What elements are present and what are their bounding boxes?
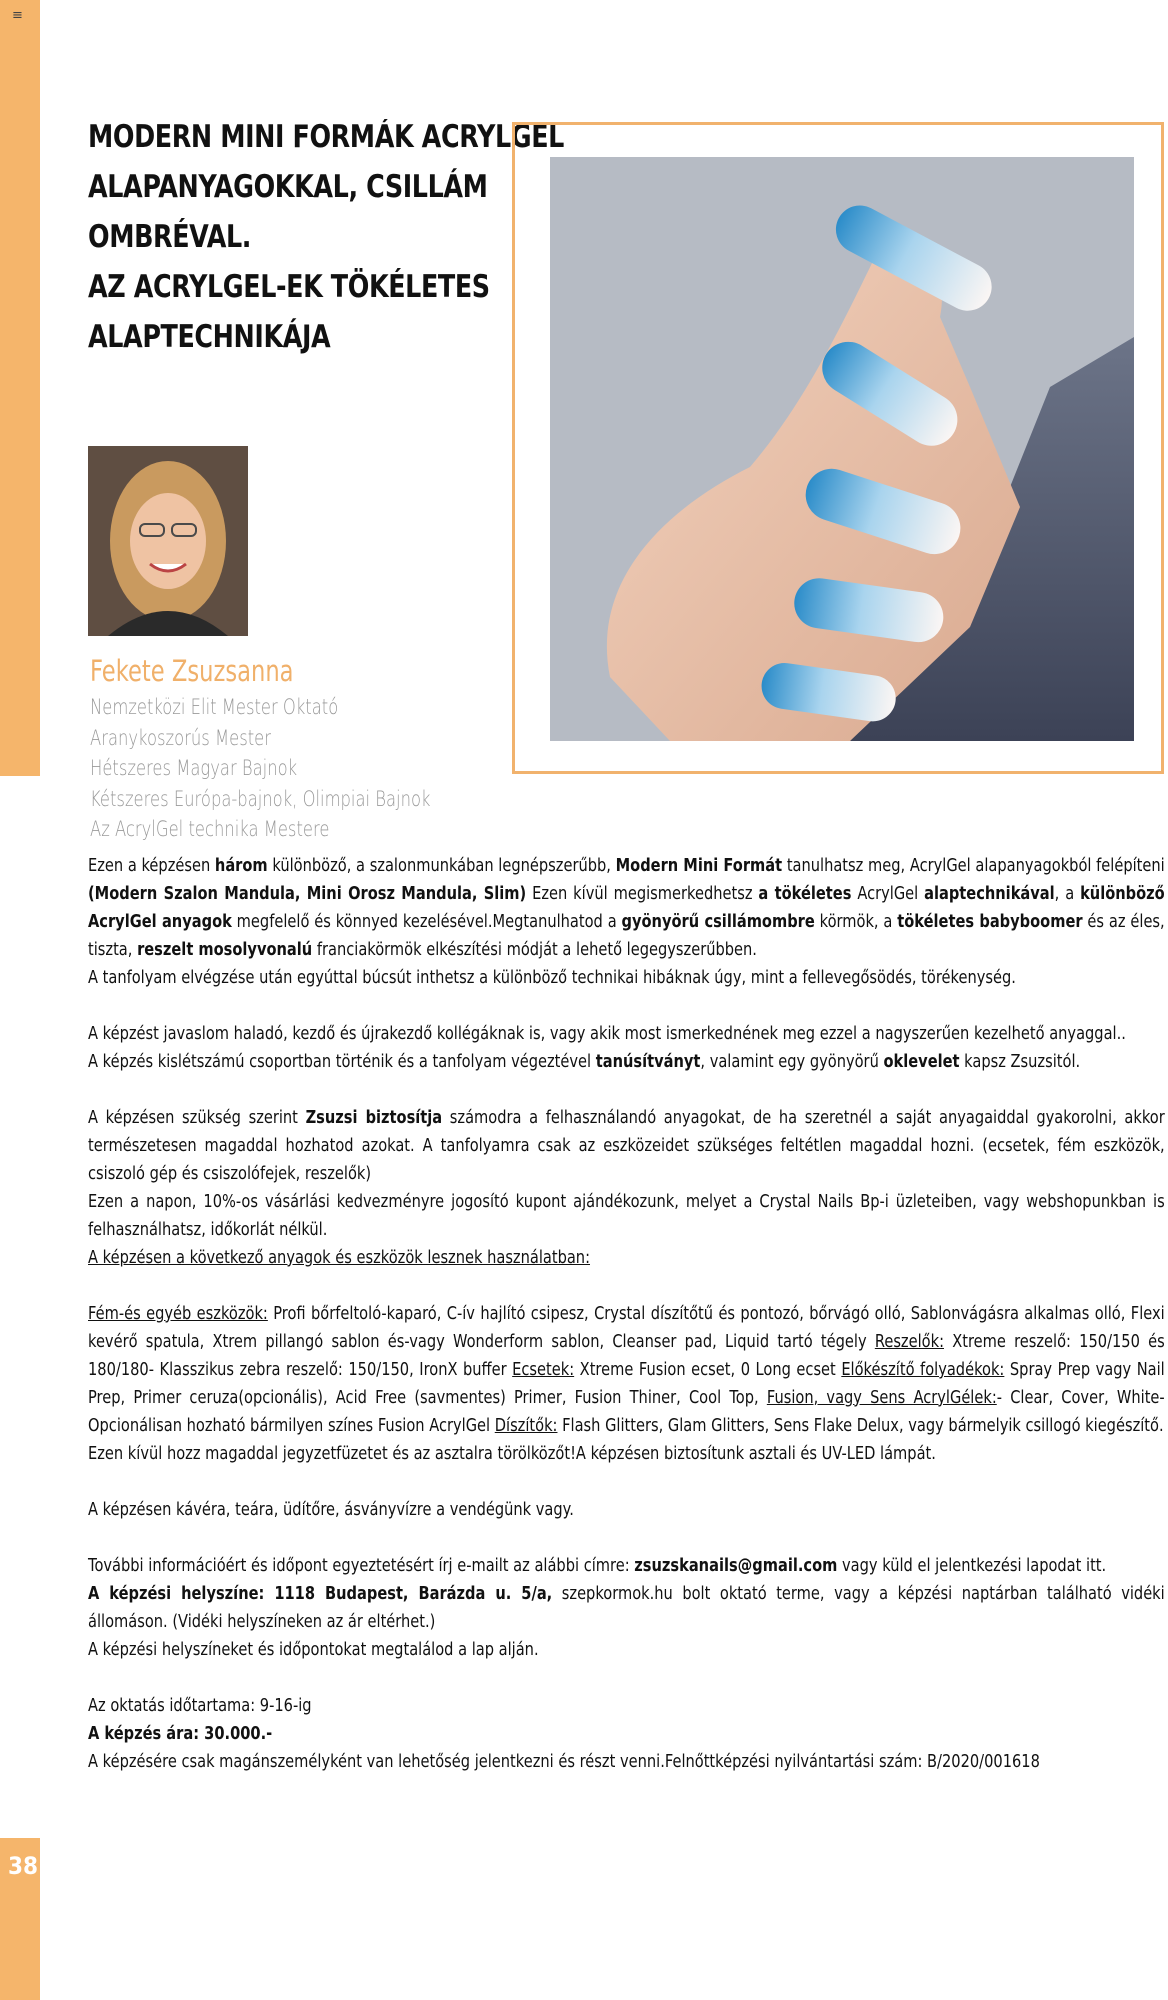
registration-note: A képzésére csak magánszemélyként van lehetőség jelentkezni és részt venni.Felnőttképzési nyilvántartási szám: B/2020/001618	[88, 1751, 1040, 1772]
contact-email[interactable]: zsuzskanails@gmail.com	[634, 1555, 838, 1576]
author-title: Kétszeres Európa-bajnok, Olimpiai Bajnok	[90, 786, 431, 811]
nail-art-photo	[550, 157, 1134, 741]
paragraph: A képzés kislétszámú csoportban történik és a tanfolyam végeztével tanúsítványt, valamint egy gyönyörű oklevelet kapsz Zsuzsitól.	[88, 1051, 1081, 1072]
author-title: Hétszeres Magyar Bajnok	[90, 756, 298, 780]
title-line: ALAPANYAGOKKAL, CSILLÁM	[88, 169, 488, 205]
author-titles	[90, 692, 527, 845]
contact-paragraph: További információért és időpont egyeztetésért írj e-mailt az alábbi címre: zsuzskanails@gmail.com vagy küld el jelentkezési lapodat itt.	[88, 1555, 1107, 1576]
page-title	[88, 112, 564, 362]
duration: Az oktatás időtartama: 9-16-ig	[88, 1695, 312, 1716]
paragraph: A képzésen kávéra, teára, üdítőre, ásványvízre a vendégünk vagy.	[88, 1499, 574, 1520]
course-description	[88, 852, 1165, 1776]
price: A képzés ára: 30.000.-	[88, 1723, 273, 1744]
paragraph: Ezen kívül hozz magaddal jegyzetfüzetet és az asztalra törölközőt!A képzésen biztosítunk asztali és UV-LED lámpát.	[88, 1443, 936, 1464]
author-title: Az AcrylGel technika Mestere	[90, 817, 330, 841]
title-line: OMBRÉVAL.	[88, 219, 252, 255]
side-accent-bar-top	[0, 0, 40, 776]
hamburger-icon[interactable]: ≡	[12, 8, 23, 23]
author-portrait	[88, 446, 248, 636]
page-number: 38	[8, 1852, 39, 1880]
paragraph: A tanfolyam elvégzése után egyúttal búcsút inthetsz a különböző technikai hibáknak úgy, mint a fellevegősödés, törékenység.	[88, 967, 1016, 988]
materials-list: Fém-és egyéb eszközök: Profi bőrfeltoló-kaparó, C-ív hajlító csipesz, Crystal díszítőtű és pontozó, bőrvágó olló, Sablonvágásra alkalmas olló, Flexi kevérő spatula, Xtrem pillangó sablon és-vagy Wonderform sablon, Cleanser pad, Liquid tartó tégely Reszelők: Xtreme reszelő: 150/150 és 180/180- Klasszikus zebra reszelő: 150/150, IronX buffer Ecsetek: Xtreme Fusion ecset, 0 Long ecset Előkészítő folyadékok: Spray Prep vagy Nail Prep, Primer ceruza(opcionális), Acid Free (savmentes) Primer, Fusion Thiner, Cool Top, Fusion, vagy Sens AcrylGélek:- Clear, Cover, White- Opcionálisan hozható bármilyen színes Fusion AcrylGel Díszítők: Flash Glitters, Glam Glitters, Sens Flake Delux, vagy bármelyik csillogó kiegészítő.	[88, 1303, 1165, 1436]
author-name: Fekete Zsuzsanna	[90, 654, 294, 688]
author-title: Aranykoszorús Mester	[90, 725, 271, 750]
paragraph: A képzési helyszíneket és időpontokat megtalálod a lap alján.	[88, 1639, 539, 1660]
paragraph: Ezen a napon, 10%-os vásárlási kedvezményre jogosító kupont ajándékozunk, melyet a Crystal Nails Bp-i üzleteiben, vagy webshopunkban is felhasználhatsz, időkorlát nélkül.	[88, 1191, 1165, 1240]
paragraph: A képzésen szükség szerint Zsuzsi biztosítja számodra a felhasználandó anyagokat, de ha szeretnél a saját anyagaiddal gyakorolni, akkor természetesen magaddal hozhatod azokat. A tanfolyamra csak az eszközeidet szükséges feltétlen magaddal hozni. (ecsetek, fém eszközök, csiszoló gép és csiszolófejek, reszelők)	[88, 1107, 1165, 1184]
location-paragraph: A képzési helyszíne: 1118 Budapest, Barázda u. 5/a, szepkormok.hu bolt oktató terme, vagy a képzési naptárban található vidéki állomáson. (Vidéki helyszíneken az ár eltérhet.)	[88, 1583, 1165, 1632]
author-title: Nemzetközi Elit Mester Oktató	[90, 695, 339, 719]
title-line: MODERN MINI FORMÁK ACRYLGEL	[88, 119, 564, 155]
materials-heading: A képzésen a következő anyagok és eszközök lesznek használatban:	[88, 1247, 591, 1268]
paragraph: A képzést javaslom haladó, kezdő és újrakezdő kollégáknak is, vagy akik most ismerkednének meg ezzel a nagyszerűen kezelhető anyaggal..	[88, 1023, 1126, 1044]
title-line: AZ ACRYLGEL-EK TÖKÉLETES	[88, 269, 490, 305]
title-line: ALAPTECHNIKÁJA	[88, 319, 331, 355]
paragraph: Ezen a képzésen három különböző, a szalonmunkában legnépszerűbb, Modern Mini Formát tanulhatsz meg, AcrylGel alapanyagokból felépíteni (Modern Szalon Mandula, Mini Orosz Mandula, Slim) Ezen kívül megismerkedhetsz a tökéletes AcrylGel alaptechnikával, a különböző AcrylGel anyagok megfelelő és könnyed kezelésével.Megtanulhatod a gyönyörű csillámombre körmök, a tökéletes babyboomer és az éles, tiszta, reszelt mosolyvonalú franciakörmök elkészítési módját a lehető legegyszerűbben.	[88, 855, 1165, 960]
